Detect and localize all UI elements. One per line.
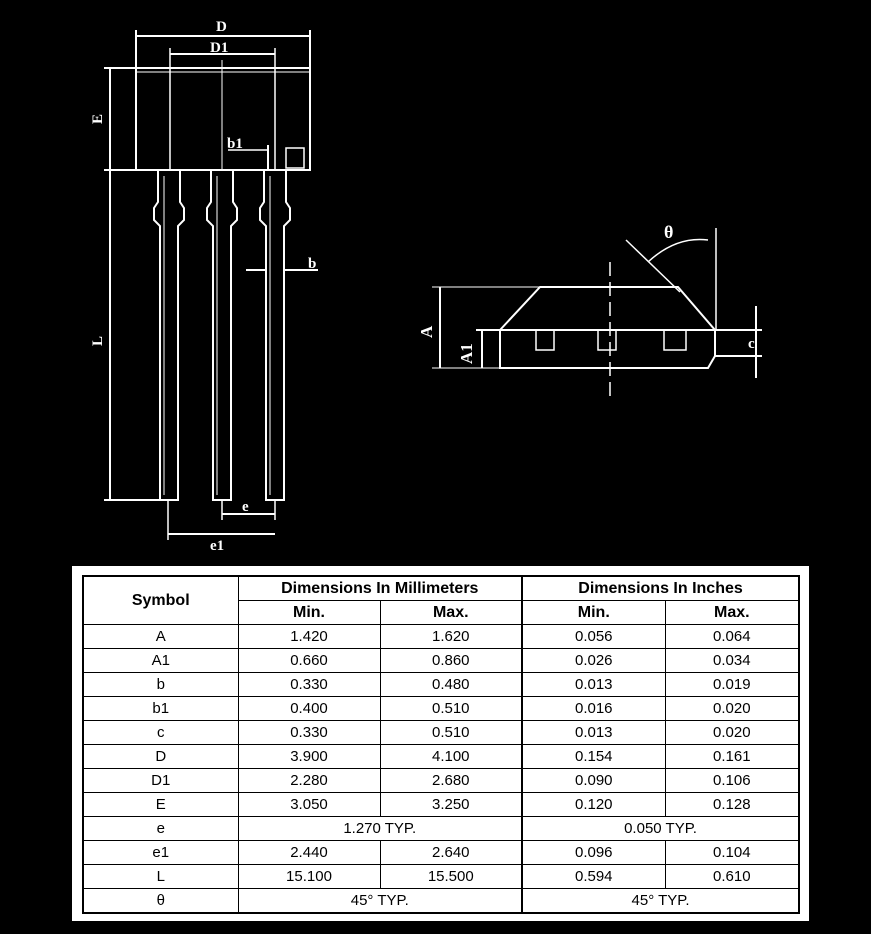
cell-in-typ: 0.050 TYP. (522, 817, 799, 841)
header-mm: Dimensions In Millimeters (238, 576, 522, 601)
label-theta: θ (664, 222, 674, 242)
cell-symbol: e1 (83, 841, 238, 865)
cell-mm-max: 3.250 (380, 793, 522, 817)
cell-in-min: 0.096 (522, 841, 665, 865)
cell-mm-max: 2.640 (380, 841, 522, 865)
table-row (83, 697, 799, 721)
cell-mm-max: 15.500 (380, 865, 522, 889)
table-row (83, 889, 799, 914)
cell-mm-typ: 1.270 TYP. (238, 817, 522, 841)
cell-symbol: c (83, 721, 238, 745)
label-L: L (90, 335, 106, 346)
cell-in-min: 0.594 (522, 865, 665, 889)
cell-mm-max: 2.680 (380, 769, 522, 793)
label-b: b (308, 256, 317, 272)
cell-in-max: 0.034 (665, 649, 799, 673)
cell-in-min: 0.013 (522, 673, 665, 697)
cell-mm-min: 3.900 (238, 745, 380, 769)
label-A1: A1 (457, 343, 476, 364)
cell-mm-min: 3.050 (238, 793, 380, 817)
table-row (83, 793, 799, 817)
header-in-max: Max. (665, 601, 799, 625)
cell-mm-max: 1.620 (380, 625, 522, 649)
cell-mm-max: 0.510 (380, 721, 522, 745)
label-e1: e1 (210, 538, 225, 554)
cell-in-max: 0.161 (665, 745, 799, 769)
cell-symbol: A1 (83, 649, 238, 673)
cell-in-min: 0.120 (522, 793, 665, 817)
cell-in-typ: 45° TYP. (522, 889, 799, 914)
cell-in-max: 0.106 (665, 769, 799, 793)
side-profile (500, 287, 715, 368)
table-row (83, 841, 799, 865)
cell-symbol: E (83, 793, 238, 817)
cell-mm-min: 0.660 (238, 649, 380, 673)
cell-symbol: A (83, 625, 238, 649)
label-c: c (748, 336, 755, 352)
cell-mm-max: 0.860 (380, 649, 522, 673)
cell-in-max: 0.064 (665, 625, 799, 649)
cell-symbol: b1 (83, 697, 238, 721)
cell-symbol: b (83, 673, 238, 697)
cell-symbol: L (83, 865, 238, 889)
dimensions-table-panel (72, 566, 809, 921)
cell-mm-max: 0.510 (380, 697, 522, 721)
table-row (83, 649, 799, 673)
table-row (83, 625, 799, 649)
cell-in-max: 0.610 (665, 865, 799, 889)
label-b1: b1 (227, 136, 243, 152)
label-E: E (90, 113, 106, 124)
package-body (136, 68, 310, 170)
header-mm-min: Min. (238, 601, 380, 625)
table-row (83, 721, 799, 745)
cell-mm-min: 0.330 (238, 673, 380, 697)
cell-mm-typ: 45° TYP. (238, 889, 522, 914)
cell-in-max: 0.104 (665, 841, 799, 865)
cell-in-min: 0.056 (522, 625, 665, 649)
label-D1: D1 (210, 40, 229, 56)
label-D: D (216, 19, 227, 35)
cell-in-min: 0.154 (522, 745, 665, 769)
cell-mm-min: 15.100 (238, 865, 380, 889)
label-A: A (417, 325, 436, 338)
cell-in-min: 0.013 (522, 721, 665, 745)
cell-mm-min: 1.420 (238, 625, 380, 649)
cell-in-min: 0.026 (522, 649, 665, 673)
cell-symbol: D1 (83, 769, 238, 793)
table-row (83, 673, 799, 697)
label-e: e (242, 499, 249, 515)
cell-symbol: θ (83, 889, 238, 914)
cell-in-max: 0.128 (665, 793, 799, 817)
header-symbol: Symbol (83, 576, 238, 625)
cell-symbol: D (83, 745, 238, 769)
header-mm-max: Max. (380, 601, 522, 625)
cell-in-max: 0.020 (665, 721, 799, 745)
header-inches: Dimensions In Inches (522, 576, 799, 601)
lead-left (154, 170, 184, 500)
lead-middle (207, 170, 237, 500)
cell-symbol: e (83, 817, 238, 841)
table-row (83, 745, 799, 769)
cell-mm-min: 2.440 (238, 841, 380, 865)
cell-mm-min: 2.280 (238, 769, 380, 793)
table-row (83, 817, 799, 841)
lead-right (260, 170, 290, 500)
table-row (83, 769, 799, 793)
cell-mm-min: 0.330 (238, 721, 380, 745)
cell-in-min: 0.090 (522, 769, 665, 793)
cell-in-max: 0.019 (665, 673, 799, 697)
cell-mm-max: 4.100 (380, 745, 522, 769)
cell-mm-min: 0.400 (238, 697, 380, 721)
header-in-min: Min. (522, 601, 665, 625)
cell-mm-max: 0.480 (380, 673, 522, 697)
dimensions-table (82, 575, 800, 914)
cell-in-min: 0.016 (522, 697, 665, 721)
table-row (83, 865, 799, 889)
cell-in-max: 0.020 (665, 697, 799, 721)
